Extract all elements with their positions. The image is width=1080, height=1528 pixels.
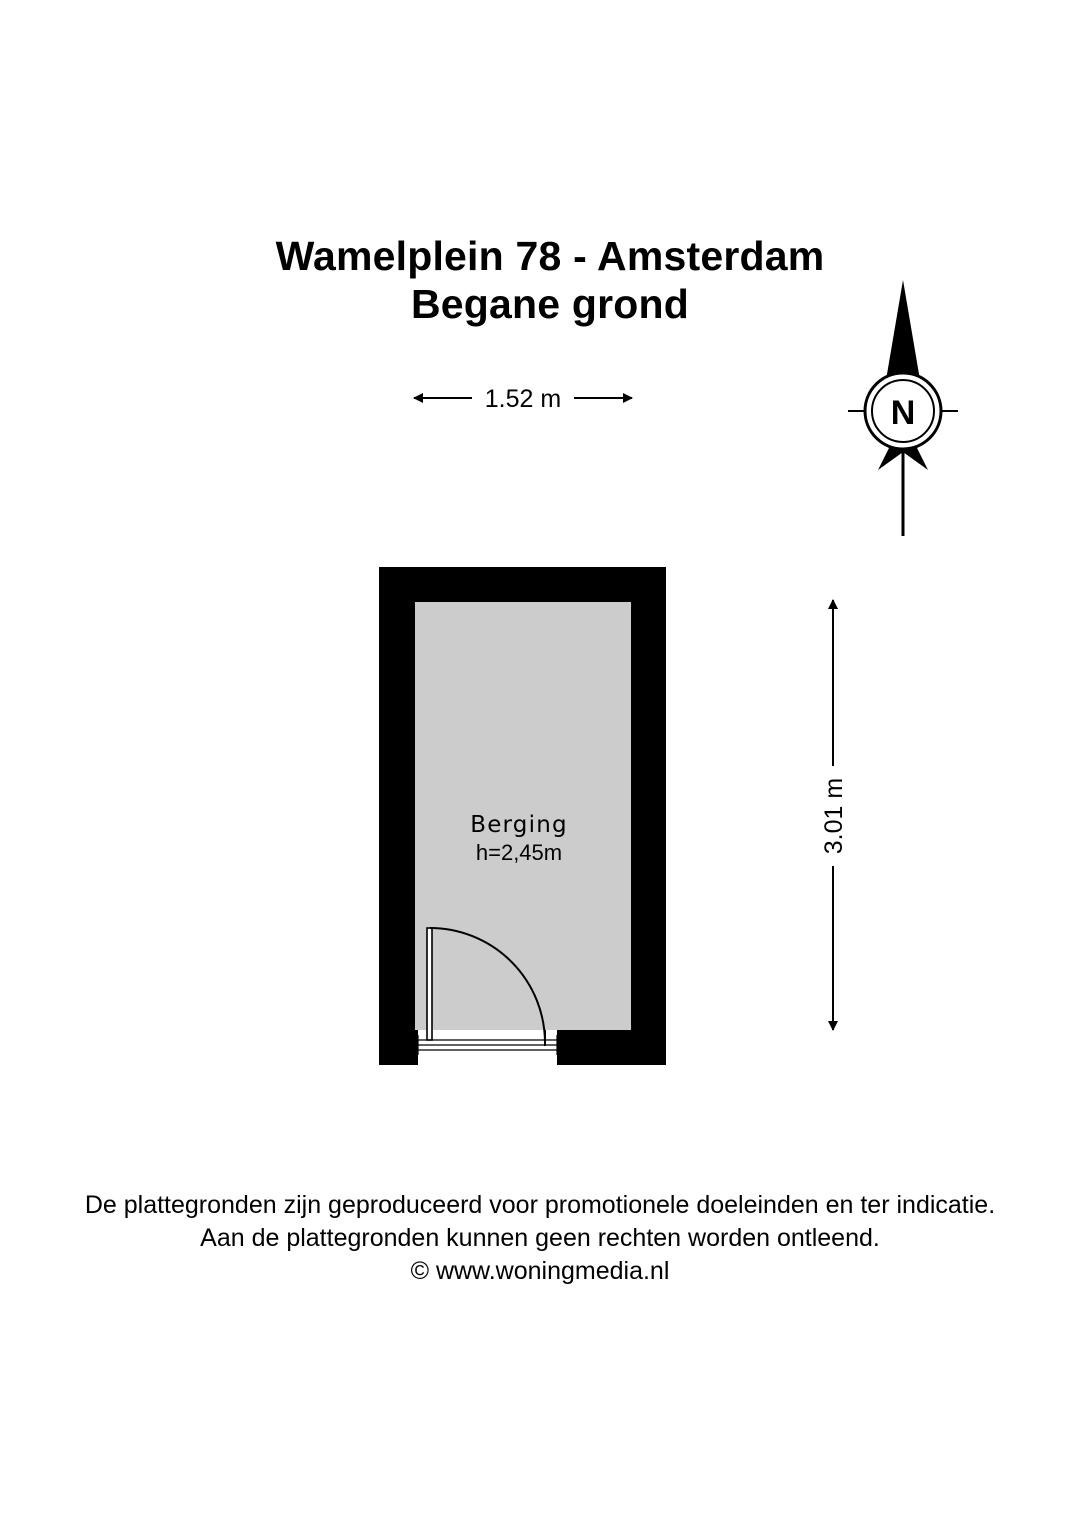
room-label: Berging	[470, 812, 568, 838]
door-threshold	[418, 1030, 557, 1065]
depth-dimension-label: 3.01 m	[820, 777, 848, 855]
disclaimer	[0, 1189, 1080, 1288]
width-dimension	[414, 385, 632, 413]
room-height-label: h=2,45m	[475, 840, 563, 865]
door-leaf	[427, 928, 432, 1040]
copyright-link: © www.woningmedia.nl	[410, 1257, 670, 1285]
page-title: Wamelplein 78 - Amsterdam	[275, 233, 825, 279]
compass-north-label: N	[890, 394, 916, 432]
disclaimer-line-2: Aan de plattegronden kunnen geen rechten worden ontleend.	[200, 1224, 880, 1252]
compass-icon	[848, 280, 958, 536]
width-dimension-label: 1.52 m	[484, 385, 562, 413]
depth-dimension	[820, 600, 848, 1030]
disclaimer-line-1: De plattegronden zijn geproduceerd voor promotionele doeleinden en ter indicatie.	[84, 1191, 996, 1219]
floor-title: Begane grond	[410, 281, 690, 327]
